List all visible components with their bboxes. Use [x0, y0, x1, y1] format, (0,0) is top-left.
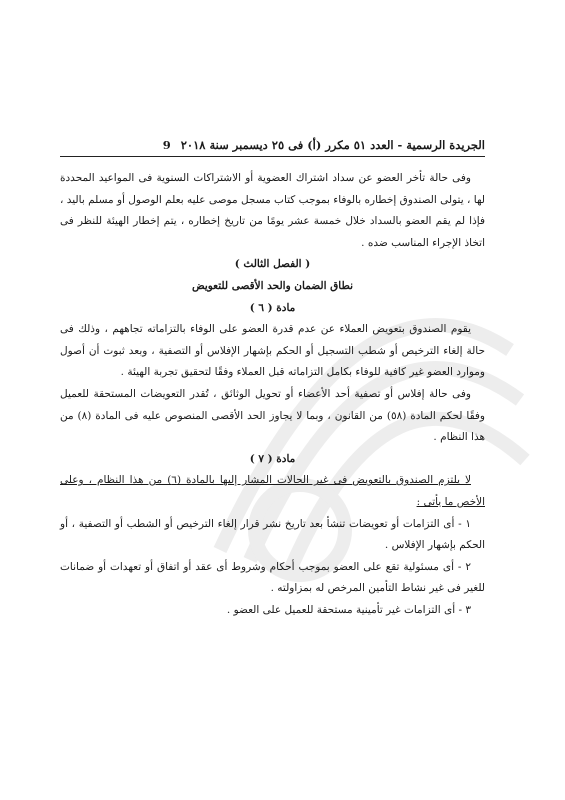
- page-header: [60, 130, 485, 152]
- paragraph-exclusions: لا يلتزم الصندوق بالتعويض فى غير الحالات المشار إليها بالمادة (٦) من هذا النظام ، وعلى الأخص ما يأتى :: [60, 474, 485, 508]
- document-body: [60, 168, 485, 621]
- article-6-heading: مادة ( ٦ ): [249, 301, 296, 314]
- chapter-title: نطاق الضمان والحد الأقصى للتعويض: [191, 279, 354, 292]
- header-title: الجريدة الرسمية - العدد ٥١ مكرر (أ) فى ٢٥ ديسمبر سنة ٢٠١٨: [180, 138, 485, 152]
- list-item: ١ - أى التزامات أو تعويضات تنشأ بعد تاريخ نشر قرار إلغاء الترخيص أو الشطب أو التصفية ، أو الحكم بإشهار الإفلاس .: [60, 517, 485, 552]
- paragraph-compensation: يقوم الصندوق بتعويض العملاء عن عدم قدرة العضو على الوفاء بالتزاماته تجاههم ، وذلك فى حالة إلغاء الترخيص أو شطب التسجيل أو الحكم بإشهار الإفلاس أو التصفية ، وبعد ثبوت أن أصول وموارد العضو غير كافية للوفاء بكامل التزاماته قبل العملاء وفقًا لتحقيق تجربة الهيئة .: [60, 323, 485, 379]
- list-item: ٢ - أى مسئولية تقع على العضو بموجب أحكام وشروط أى عقد أو اتفاق أو تعهدات أو ضمانات للغير فى غير نشاط التأمين المرخص له بمزاولته .: [60, 560, 485, 595]
- chapter-heading: ( الفصل الثالث ): [234, 258, 311, 271]
- list-item: ٣ - أى التزامات غير تأمينية مستحقة للعميل على العضو .: [226, 603, 471, 616]
- header-divider: [60, 156, 485, 157]
- article-7-heading: مادة ( ٧ ): [249, 452, 296, 465]
- paragraph-late-payment: وفى حالة تأخر العضو عن سداد اشتراك العضوية أو الاشتراكات السنوية فى المواعيد المحددة لها ، يتولى الصندوق إخطاره بالوفاء بموجب كتاب مسجل موصى عليه بعلم الوصول أو مسلم باليد ، فإذا لم يقم العضو بالسداد خلال خمسة عشر يومًا من تاريخ إخطاره ، يتم إخطار الهيئة للنظر فى اتخاذ الإجراء المناسب ضده .: [60, 172, 485, 249]
- page-number: 9: [162, 138, 171, 152]
- exclusions-list: [60, 514, 485, 622]
- paragraph-bankruptcy: وفى حالة إفلاس أو تصفية أحد الأعضاء أو تحويل الوثائق ، تُقدر التعويضات المستحقة للعميل وفقًا لحكم المادة (٥٨) من القانون ، وبما لا يجاوز الحد الأقصى المنصوص عليه فى المادة (٨) من هذا النظام .: [60, 387, 485, 444]
